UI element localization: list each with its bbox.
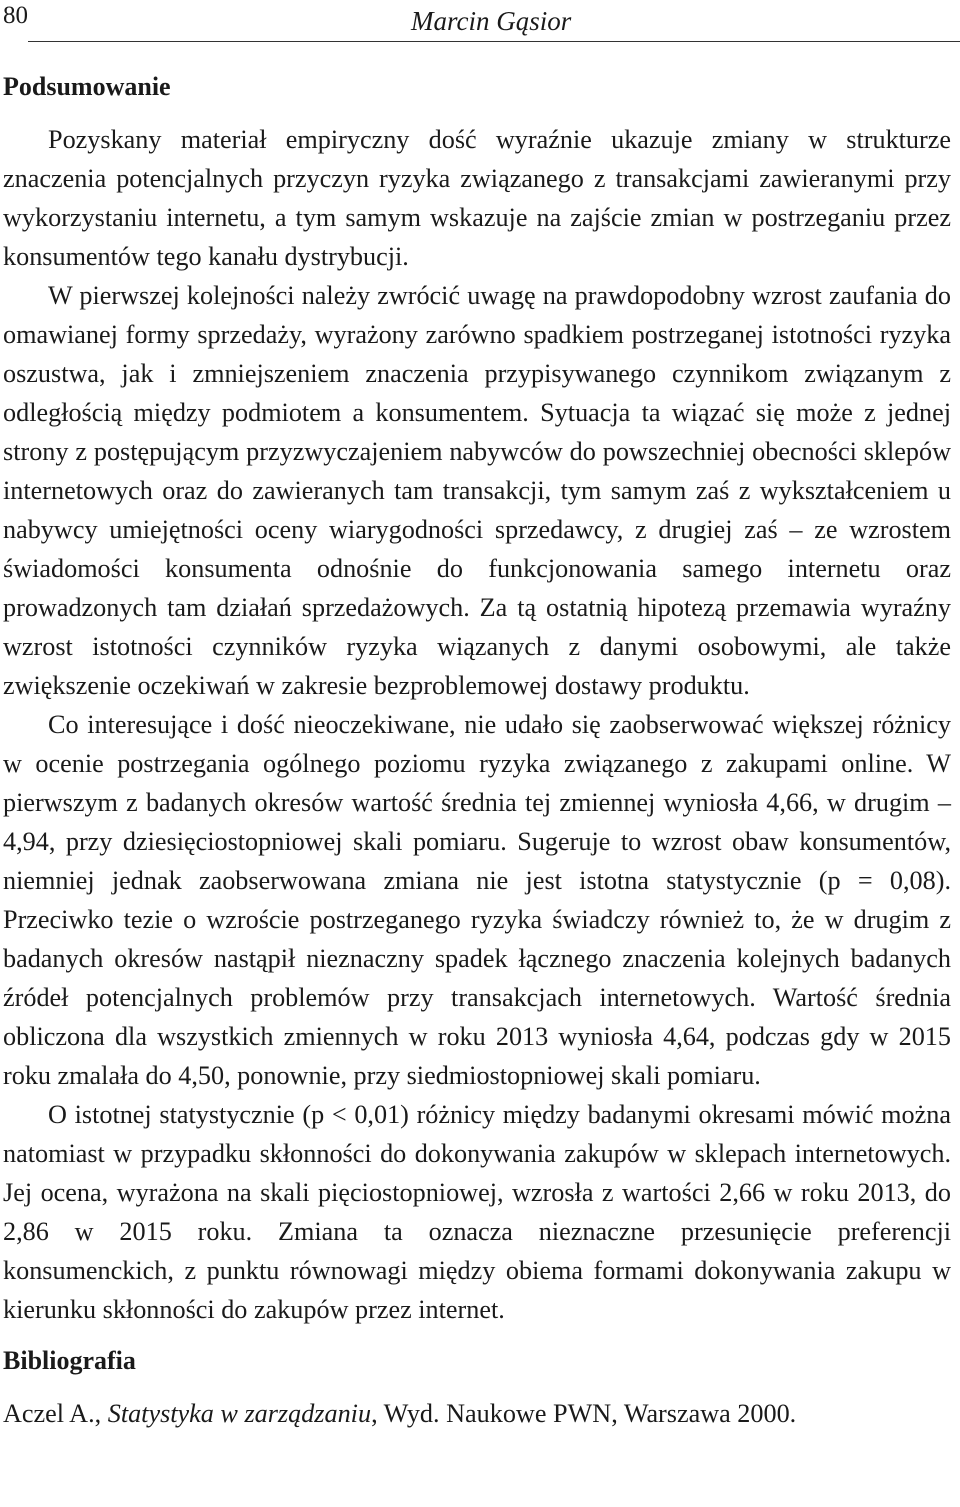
bibliography-author: Aczel A., (3, 1399, 108, 1428)
bibliography-publisher: , Wyd. Naukowe PWN, Warszawa 2000. (371, 1399, 797, 1428)
paragraph: W pierwszej kolejności należy zwrócić uwagę na prawdopodobny wzrost zaufania do omawianej formy sprzedaży, wyrażony zarówno spadkiem postrzeganej istotności ryzyka oszustwa, jak i zmniejszeniem znaczenia przypisywanego czynnikom związanym z odległością między podmiotem a konsumentem. Sytuacja ta wiązać się może z jednej strony z postępującym przyzwyczajeniem nabywców do powszechniej obecności sklepów internetowych oraz do zawieranych tam transakcji, tym samym zaś z wykształceniem u nabywcy umiejętności oceny wiarygodności sprzedawcy, z drugiej zaś – ze wzrostem świadomości konsumenta odnośnie do funkcjonowania samego internetu oraz prowadzonych tam działań sprzedażowych. Za tą ostatnią hipotezą przemawia wyraźny wzrost istotności czynników ryzyka wiązanych z danymi osobowymi, ale także zwiększenie oczekiwań w zakresie bezproblemowej dostawy produktu. (3, 281, 951, 700)
paragraph: Co interesujące i dość nieoczekiwane, nie udało się zaobserwować większej różnicy w ocenie postrzegania ogólnego poziomu ryzyka związanego z zakupami online. W pierwszym z badanych okresów wartość średnia tej zmiennej wyniosła 4,66, w drugim – 4,94, przy dziesięciostopniowej skali pomiaru. Sugeruje to wzrost obaw konsumentów, niemniej jednak zaobserwowana zmiana nie jest istotna statystycznie (p = 0,08). Przeciwko tezie o wzroście postrzeganego ryzyka świadczy również to, że w drugim z badanych okresów nastąpił nieznaczny spadek łącznego znaczenia kolejnych badanych źródeł potencjalnych problemów przy transakcjach internetowych. Wartość średnia obliczona dla wszystkich zmiennych w roku 2013 wyniosła 4,64, podczas gdy w 2015 roku zmalała do 4,50, ponownie, przy siedmiostopniowej skali pomiaru. (3, 710, 951, 1090)
page-content (3, 68, 951, 1433)
bibliography-title: Statystyka w zarządzaniu (107, 1399, 372, 1428)
header-rule (28, 41, 960, 42)
bibliography-heading: Bibliografia (3, 1346, 136, 1375)
section-heading: Podsumowanie (3, 72, 171, 101)
bibliography-entry (3, 1394, 951, 1433)
paragraph: O istotnej statystycznie (p < 0,01) różnicy między badanymi okresami mówić można natomiast w przypadku skłonności do dokonywania zakupów w sklepach internetowych. Jej ocena, wyrażona na skali pięciostopniowej, wzrosła z wartości 2,66 w roku 2013, do 2,86 w 2015 roku. Zmiana ta oznacza nieznaczne przesunięcie preferencji konsumenckich, z punktu równowagi między obiema formami dokonywania zakupu w kierunku skłonności do zakupów przez internet. (3, 1100, 951, 1324)
page-number: 80 (3, 2, 28, 29)
paragraph: Pozyskany materiał empiryczny dość wyraźnie ukazuje zmiany w strukturze znaczenia potencjalnych przyczyn ryzyka związanego z transakcjami zawieranymi przy wykorzystaniu internetu, a tym samym wskazuje na zajście zmian w postrzeganiu przez konsumentów tego kanału dystrybucji. (3, 125, 951, 271)
running-head-author: Marcin Gąsior (411, 6, 572, 36)
page-header (0, 0, 960, 44)
